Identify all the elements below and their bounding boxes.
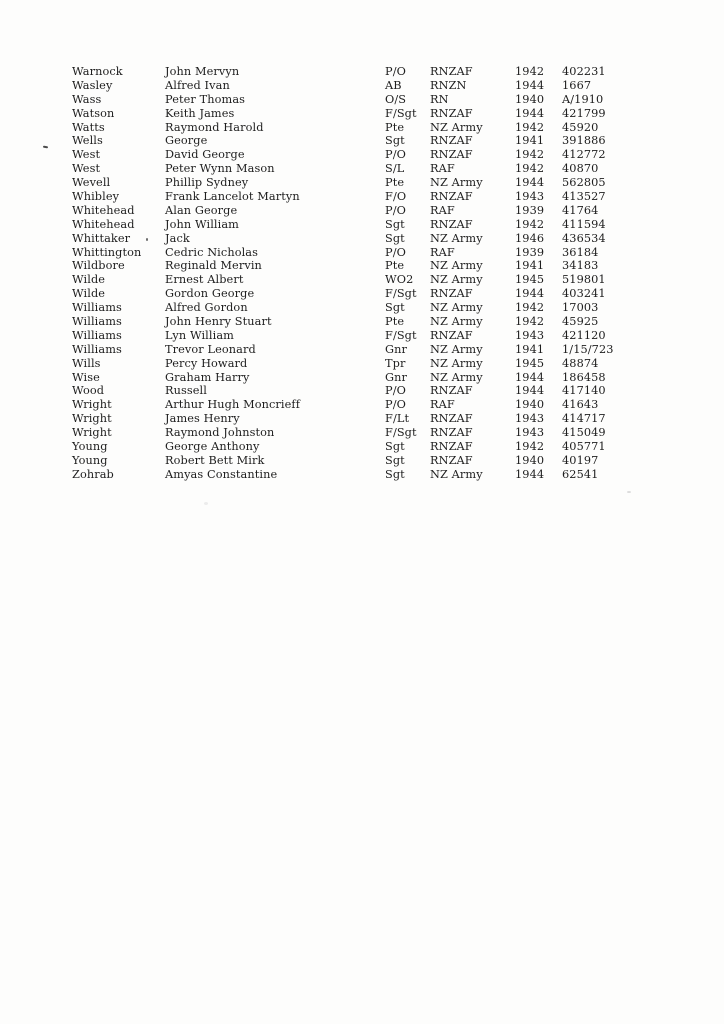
cell-given-names: Keith James: [165, 106, 235, 120]
cell-year: 1943: [515, 412, 545, 426]
cell-year: 1944: [515, 78, 545, 92]
cell-service-number: 41764: [562, 203, 599, 217]
cell-service-number: 62541: [562, 467, 599, 481]
scan-artifact: [43, 146, 48, 149]
cell-service-number: 415049: [562, 426, 606, 440]
table-row: [72, 65, 652, 79]
cell-surname: Wevell: [72, 176, 111, 190]
cell-service-number: 45925: [562, 315, 599, 329]
cell-rank: P/O: [385, 245, 406, 259]
cell-rank: Sgt: [385, 440, 405, 454]
table-row: [72, 204, 652, 218]
cell-service: RNZAF: [430, 148, 473, 162]
cell-surname: West: [72, 148, 101, 162]
cell-rank: Tpr: [385, 356, 406, 370]
cell-rank: Gnr: [385, 342, 408, 356]
cell-surname: West: [72, 162, 101, 176]
cell-surname: Wills: [72, 356, 101, 370]
cell-surname: Wass: [72, 92, 102, 106]
cell-surname: Wildbore: [72, 259, 125, 273]
cell-service: RNZAF: [430, 440, 473, 454]
table-row: [72, 93, 652, 107]
cell-year: 1944: [515, 467, 545, 481]
table-row: [72, 343, 652, 357]
cell-year: 1942: [515, 148, 545, 162]
cell-service: NZ Army: [430, 342, 483, 356]
cell-service: RNZAF: [430, 453, 473, 467]
cell-service-number: 421120: [562, 328, 606, 342]
cell-year: 1944: [515, 384, 545, 398]
table-row: [72, 426, 652, 440]
table-row: [72, 412, 652, 426]
cell-service-number: 1/15/723: [562, 342, 614, 356]
cell-year: 1942: [515, 217, 545, 231]
scan-artifact: [627, 491, 631, 493]
table-row: [72, 329, 652, 343]
cell-service-number: 34183: [562, 259, 599, 273]
cell-surname: Wright: [72, 412, 112, 426]
cell-year: 1939: [515, 245, 545, 259]
cell-rank: P/O: [385, 384, 406, 398]
cell-service-number: 36184: [562, 245, 599, 259]
table-row: [72, 440, 652, 454]
cell-rank: Sgt: [385, 217, 405, 231]
table-row: [72, 287, 652, 301]
cell-given-names: Lyn William: [165, 328, 234, 342]
table-row: [72, 246, 652, 260]
personnel-roll-table: [72, 65, 652, 482]
cell-rank: P/O: [385, 148, 406, 162]
cell-rank: P/O: [385, 398, 406, 412]
table-row: [72, 107, 652, 121]
cell-year: 1940: [515, 92, 545, 106]
cell-service: RN: [430, 92, 449, 106]
cell-service: RNZN: [430, 78, 467, 92]
cell-given-names: Robert Bett Mirk: [165, 453, 265, 467]
cell-year: 1943: [515, 190, 545, 204]
cell-surname: Wright: [72, 426, 112, 440]
cell-service: NZ Army: [430, 301, 483, 315]
cell-rank: P/O: [385, 203, 406, 217]
cell-rank: O/S: [385, 92, 407, 106]
cell-surname: Wilde: [72, 273, 106, 287]
cell-given-names: Alfred Ivan: [165, 78, 230, 92]
table-row: [72, 384, 652, 398]
cell-service: NZ Army: [430, 370, 483, 384]
cell-service-number: 562805: [562, 176, 606, 190]
cell-surname: Wright: [72, 398, 112, 412]
cell-service-number: 417140: [562, 384, 606, 398]
cell-service-number: 412772: [562, 148, 606, 162]
cell-year: 1942: [515, 315, 545, 329]
cell-service-number: 402231: [562, 65, 606, 78]
cell-surname: Wells: [72, 134, 103, 148]
cell-rank: Pte: [385, 176, 405, 190]
table-row: [72, 468, 652, 482]
cell-service-number: 45920: [562, 120, 599, 134]
cell-rank: Sgt: [385, 134, 405, 148]
cell-rank: S/L: [385, 162, 405, 176]
cell-given-names: George Anthony: [165, 440, 260, 454]
cell-service: RNZAF: [430, 106, 473, 120]
cell-year: 1942: [515, 65, 545, 78]
cell-given-names: Peter Wynn Mason: [165, 162, 275, 176]
cell-service-number: 413527: [562, 190, 606, 204]
cell-rank: Sgt: [385, 467, 405, 481]
table-row: [72, 79, 652, 93]
cell-service-number: 48874: [562, 356, 599, 370]
cell-year: 1941: [515, 134, 545, 148]
cell-given-names: John Mervyn: [165, 65, 240, 78]
cell-year: 1941: [515, 342, 545, 356]
cell-rank: AB: [385, 78, 402, 92]
cell-service-number: 436534: [562, 231, 606, 245]
cell-year: 1942: [515, 120, 545, 134]
cell-year: 1941: [515, 259, 545, 273]
cell-rank: F/Sgt: [385, 106, 417, 120]
cell-service: NZ Army: [430, 315, 483, 329]
table-row: [72, 357, 652, 371]
cell-service-number: 421799: [562, 106, 606, 120]
cell-given-names: Trevor Leonard: [165, 342, 256, 356]
table-row: [72, 162, 652, 176]
cell-service-number: 41643: [562, 398, 599, 412]
cell-year: 1946: [515, 231, 545, 245]
cell-service-number: 405771: [562, 440, 606, 454]
cell-year: 1944: [515, 287, 545, 301]
scan-artifact: [146, 238, 148, 241]
cell-surname: Whittington: [72, 245, 142, 259]
cell-service-number: 186458: [562, 370, 606, 384]
cell-surname: Whibley: [72, 190, 120, 204]
cell-service: RNZAF: [430, 190, 473, 204]
cell-year: 1940: [515, 398, 545, 412]
cell-surname: Wood: [72, 384, 105, 398]
table-row: [72, 315, 652, 329]
table-row: [72, 134, 652, 148]
cell-rank: Sgt: [385, 301, 405, 315]
cell-year: 1943: [515, 426, 545, 440]
cell-given-names: Peter Thomas: [165, 92, 246, 106]
cell-given-names: Raymond Harold: [165, 120, 264, 134]
cell-service: RNZAF: [430, 384, 473, 398]
cell-rank: F/Sgt: [385, 426, 417, 440]
table-row: [72, 190, 652, 204]
cell-surname: Whitehead: [72, 203, 135, 217]
cell-service: RAF: [430, 162, 455, 176]
table-row: [72, 371, 652, 385]
cell-surname: Young: [72, 440, 108, 454]
cell-rank: F/Sgt: [385, 328, 417, 342]
cell-service: NZ Army: [430, 231, 483, 245]
cell-given-names: Graham Harry: [165, 370, 250, 384]
cell-service: NZ Army: [430, 176, 483, 190]
cell-service-number: 414717: [562, 412, 606, 426]
table-row: [72, 121, 652, 135]
cell-given-names: Cedric Nicholas: [165, 245, 259, 259]
cell-rank: F/Lt: [385, 412, 410, 426]
cell-rank: P/O: [385, 65, 406, 78]
cell-surname: Warnock: [72, 65, 123, 78]
cell-given-names: Amyas Constantine: [165, 467, 278, 481]
cell-service: NZ Army: [430, 120, 483, 134]
cell-service: NZ Army: [430, 273, 483, 287]
cell-service-number: 411594: [562, 217, 606, 231]
cell-surname: Williams: [72, 301, 122, 315]
cell-surname: Whitehead: [72, 217, 135, 231]
cell-given-names: Percy Howard: [165, 356, 248, 370]
cell-rank: F/O: [385, 190, 407, 204]
cell-service: RNZAF: [430, 412, 473, 426]
cell-given-names: Alan George: [165, 203, 238, 217]
cell-year: 1939: [515, 203, 545, 217]
cell-given-names: George: [165, 134, 208, 148]
cell-given-names: Arthur Hugh Moncrieff: [165, 398, 300, 412]
cell-rank: Pte: [385, 315, 405, 329]
cell-service: RNZAF: [430, 287, 473, 301]
cell-service: NZ Army: [430, 259, 483, 273]
cell-surname: Whittaker: [72, 231, 131, 245]
cell-service-number: 1667: [562, 78, 592, 92]
cell-rank: F/Sgt: [385, 287, 417, 301]
cell-given-names: Reginald Mervin: [165, 259, 262, 273]
cell-surname: Williams: [72, 342, 122, 356]
cell-service-number: A/1910: [562, 92, 604, 106]
cell-rank: WO2: [385, 273, 414, 287]
table-row: [72, 259, 652, 273]
cell-service-number: 40870: [562, 162, 599, 176]
cell-year: 1942: [515, 440, 545, 454]
table-row: [72, 454, 652, 468]
cell-given-names: Jack: [165, 231, 190, 245]
cell-given-names: John William: [165, 217, 239, 231]
table-row: [72, 148, 652, 162]
cell-given-names: Phillip Sydney: [165, 176, 249, 190]
cell-year: 1942: [515, 301, 545, 315]
cell-surname: Williams: [72, 328, 122, 342]
cell-year: 1942: [515, 162, 545, 176]
cell-year: 1940: [515, 453, 545, 467]
cell-surname: Wasley: [72, 78, 113, 92]
cell-given-names: John Henry Stuart: [165, 315, 272, 329]
cell-given-names: Gordon George: [165, 287, 255, 301]
cell-given-names: Raymond Johnston: [165, 426, 275, 440]
cell-service: RNZAF: [430, 426, 473, 440]
cell-surname: Zohrab: [72, 467, 114, 481]
cell-service: RNZAF: [430, 328, 473, 342]
cell-rank: Pte: [385, 259, 405, 273]
cell-surname: Wise: [72, 370, 100, 384]
cell-rank: Pte: [385, 120, 405, 134]
cell-service-number: 403241: [562, 287, 606, 301]
cell-year: 1944: [515, 106, 545, 120]
cell-service-number: 40197: [562, 453, 599, 467]
cell-year: 1943: [515, 328, 545, 342]
table-row: [72, 232, 652, 246]
cell-surname: Williams: [72, 315, 122, 329]
cell-service: RNZAF: [430, 134, 473, 148]
cell-year: 1945: [515, 356, 545, 370]
cell-service: RNZAF: [430, 217, 473, 231]
cell-given-names: David George: [165, 148, 245, 162]
cell-surname: Watts: [72, 120, 105, 134]
cell-service: NZ Army: [430, 356, 483, 370]
cell-rank: Gnr: [385, 370, 408, 384]
table-row: [72, 398, 652, 412]
cell-service: RAF: [430, 203, 455, 217]
cell-surname: Watson: [72, 106, 115, 120]
cell-given-names: James Henry: [165, 412, 240, 426]
cell-service: RAF: [430, 245, 455, 259]
cell-surname: Young: [72, 453, 108, 467]
cell-year: 1944: [515, 176, 545, 190]
cell-given-names: Frank Lancelot Martyn: [165, 190, 300, 204]
cell-year: 1945: [515, 273, 545, 287]
table-row: [72, 218, 652, 232]
cell-service: RAF: [430, 398, 455, 412]
cell-rank: Sgt: [385, 231, 405, 245]
cell-rank: Sgt: [385, 453, 405, 467]
cell-year: 1944: [515, 370, 545, 384]
cell-given-names: Russell: [165, 384, 207, 398]
cell-surname: Wilde: [72, 287, 106, 301]
cell-service-number: 17003: [562, 301, 599, 315]
cell-service: RNZAF: [430, 65, 473, 78]
table-row: [72, 301, 652, 315]
cell-service-number: 391886: [562, 134, 606, 148]
cell-service: NZ Army: [430, 467, 483, 481]
cell-given-names: Ernest Albert: [165, 273, 244, 287]
scan-artifact: [204, 502, 208, 505]
table-row: [72, 176, 652, 190]
cell-given-names: Alfred Gordon: [165, 301, 248, 315]
table-row: [72, 273, 652, 287]
cell-service-number: 519801: [562, 273, 606, 287]
